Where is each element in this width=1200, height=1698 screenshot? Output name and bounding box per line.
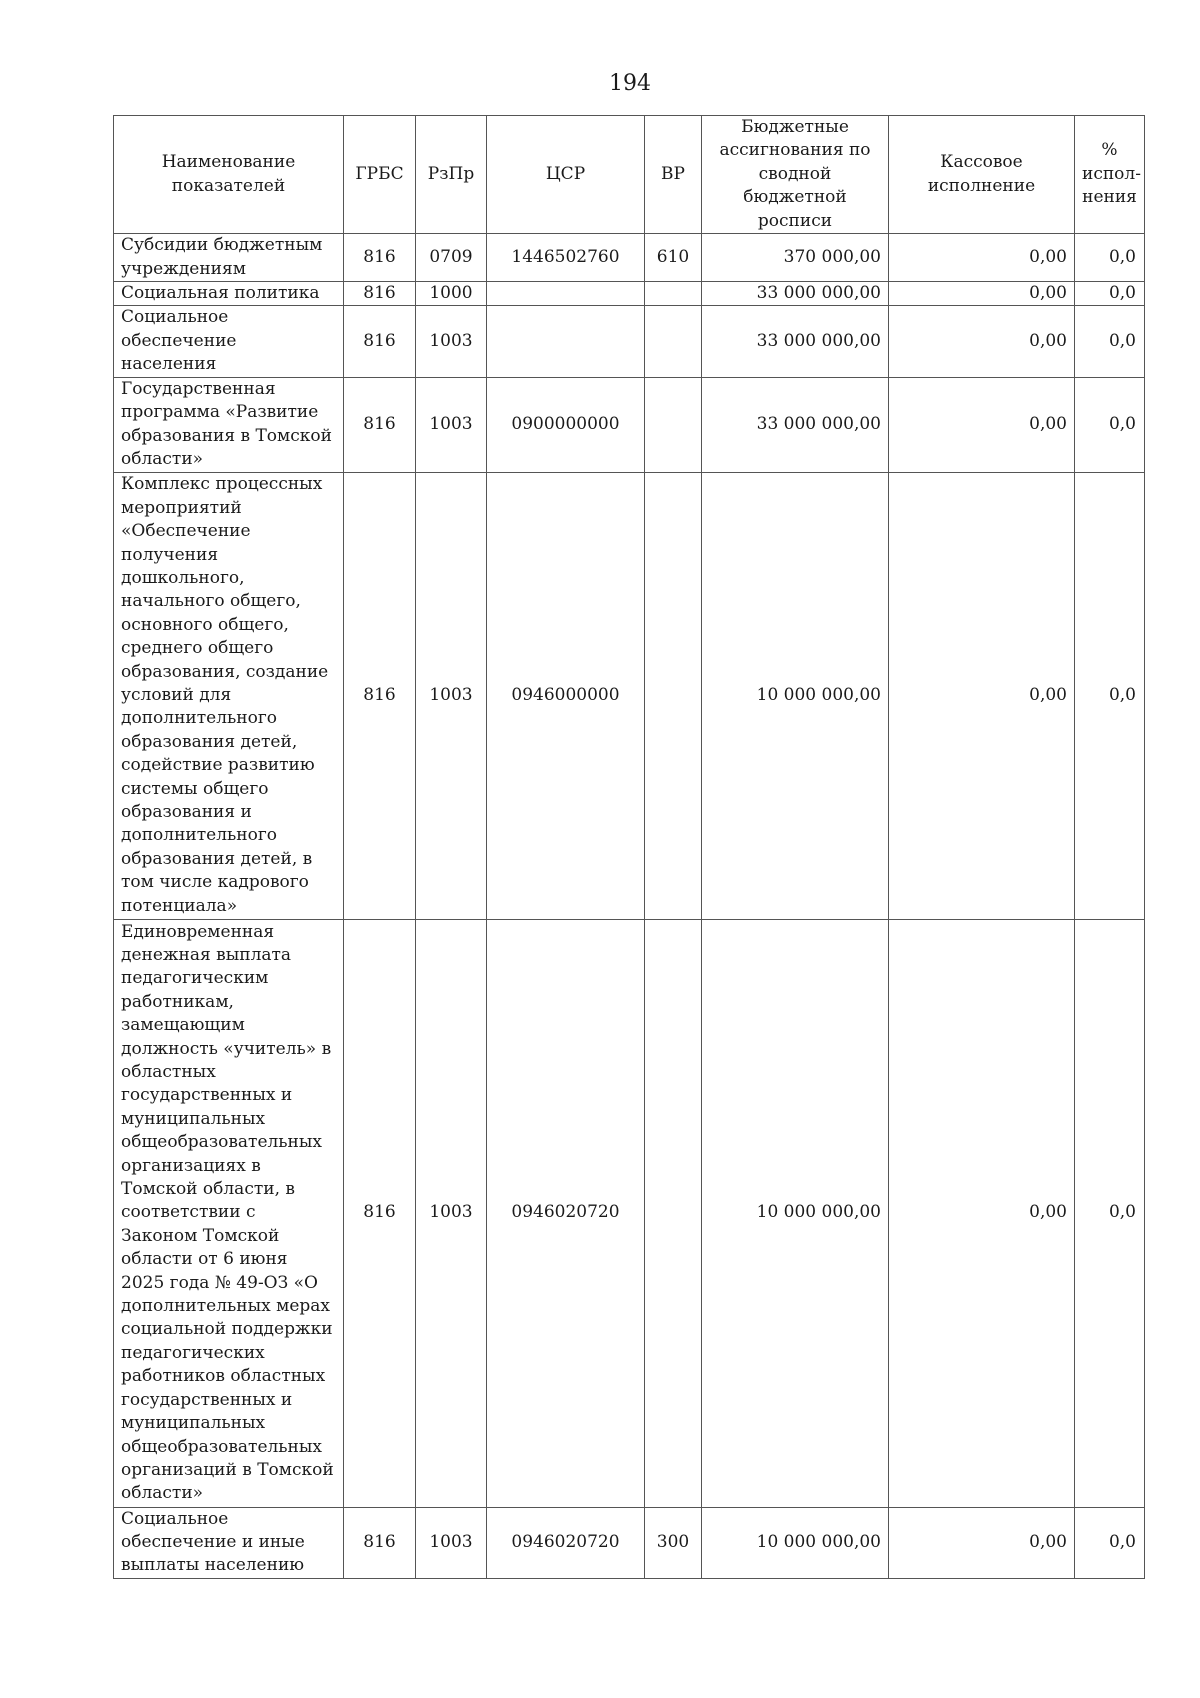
header-vr: ВР [645,116,702,234]
cell-vr [645,472,702,919]
cell-name: Комплекс процессных мероприятий «Обеспечение получения дошкольного, начального общего, основного общего, среднего общего образования, создание условий для дополнительного образования детей, содействие развитию системы общего образования и дополнительного образования детей, в том числе кадрового потенциала» [114,472,344,919]
cell-name: Социальное обеспечение и иные выплаты населению [114,1507,344,1578]
cell-budget: 33 000 000,00 [702,306,889,377]
cell-rzpr: 1000 [416,282,487,306]
cell-grbs: 816 [344,919,416,1507]
table-header-row [114,116,1145,234]
cell-vr [645,282,702,306]
table-row [114,234,1145,282]
cell-csr [487,306,645,377]
cell-csr: 0946020720 [487,919,645,1507]
cell-name: Социальное обеспечение населения [114,306,344,377]
cell-csr: 0900000000 [487,377,645,472]
cell-pct: 0,0 [1075,377,1145,472]
header-rzpr: РзПр [416,116,487,234]
cell-pct: 0,0 [1075,472,1145,919]
cell-rzpr: 1003 [416,919,487,1507]
cell-budget: 10 000 000,00 [702,472,889,919]
cell-csr: 1446502760 [487,234,645,282]
cell-cash: 0,00 [889,306,1075,377]
cell-csr: 0946000000 [487,472,645,919]
cell-vr: 610 [645,234,702,282]
table-row [114,306,1145,377]
cell-vr [645,919,702,1507]
header-name: Наименование показателей [114,116,344,234]
cell-vr [645,377,702,472]
header-budget: Бюджетные ассигнования по сводной бюджетной росписи [702,116,889,234]
table-row [114,1507,1145,1578]
cell-rzpr: 1003 [416,1507,487,1578]
cell-cash: 0,00 [889,282,1075,306]
cell-name: Субсидии бюджетным учреждениям [114,234,344,282]
cell-grbs: 816 [344,1507,416,1578]
cell-vr [645,306,702,377]
cell-pct: 0,0 [1075,306,1145,377]
cell-cash: 0,00 [889,377,1075,472]
cell-budget: 10 000 000,00 [702,1507,889,1578]
cell-cash: 0,00 [889,234,1075,282]
cell-budget: 33 000 000,00 [702,377,889,472]
cell-csr [487,282,645,306]
header-grbs: ГРБС [344,116,416,234]
cell-rzpr: 1003 [416,377,487,472]
table-row [114,282,1145,306]
header-pct: % испол-нения [1075,116,1145,234]
cell-budget: 370 000,00 [702,234,889,282]
cell-grbs: 816 [344,377,416,472]
page-number: 194 [609,71,651,96]
cell-grbs: 816 [344,282,416,306]
cell-pct: 0,0 [1075,1507,1145,1578]
cell-name: Государственная программа «Развитие образования в Томской области» [114,377,344,472]
cell-grbs: 816 [344,306,416,377]
cell-cash: 0,00 [889,919,1075,1507]
cell-rzpr: 1003 [416,306,487,377]
table-row [114,472,1145,919]
cell-budget: 10 000 000,00 [702,919,889,1507]
cell-grbs: 816 [344,234,416,282]
cell-budget: 33 000 000,00 [702,282,889,306]
cell-pct: 0,0 [1075,282,1145,306]
cell-rzpr: 0709 [416,234,487,282]
cell-rzpr: 1003 [416,472,487,919]
cell-name: Единовременная денежная выплата педагогическим работникам, замещающим должность «учитель» в областных государственных и муниципальных общеобразовательных организациях в Томской области, в соответствии с Законом Томской области от 6 июня 2025 года № 49-ОЗ «О дополнительных мерах социальной поддержки педагогических работников областных государственных и муниципальных общеобразовательных организаций в Томской области» [114,919,344,1507]
header-csr: ЦСР [487,116,645,234]
header-cash: Кассовое исполнение [889,116,1075,234]
cell-cash: 0,00 [889,472,1075,919]
cell-grbs: 816 [344,472,416,919]
table-row [114,377,1145,472]
cell-vr: 300 [645,1507,702,1578]
cell-pct: 0,0 [1075,234,1145,282]
cell-cash: 0,00 [889,1507,1075,1578]
budget-execution-table [113,115,1145,1579]
cell-pct: 0,0 [1075,919,1145,1507]
cell-csr: 0946020720 [487,1507,645,1578]
table-row [114,919,1145,1507]
cell-name: Социальная политика [114,282,344,306]
